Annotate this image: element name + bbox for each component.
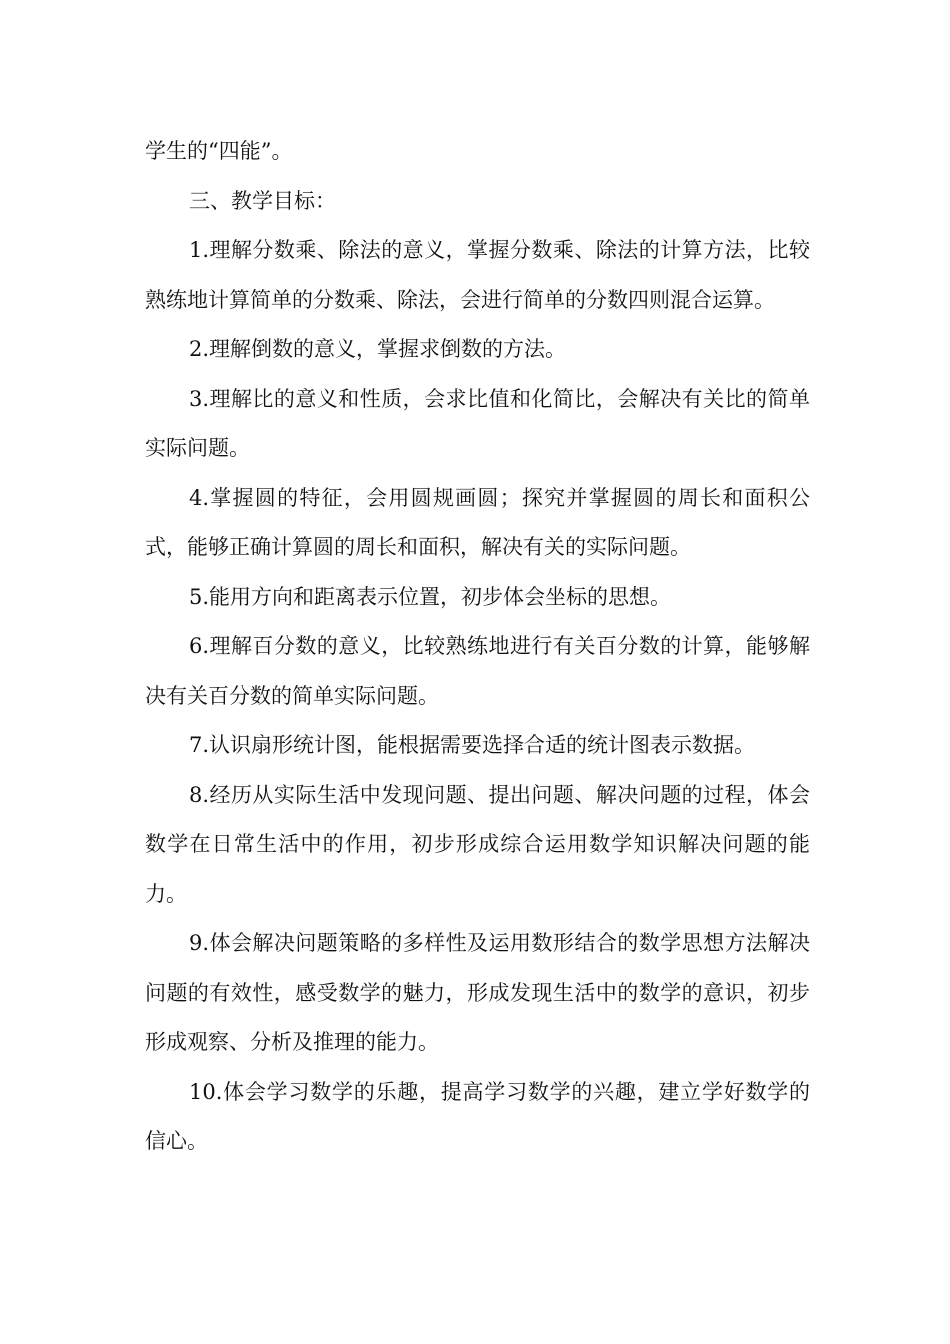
goal-item-3: 3.理解比的意义和性质，会求比值和化简比，会解决有关比的简单实际问题。 [145, 386, 810, 460]
document-body [145, 127, 810, 1167]
goal-item-6: 6.理解百分数的意义，比较熟练地进行有关百分数的计算，能够解决有关百分数的简单实际问题。 [145, 634, 810, 708]
goal-item-8: 8.经历从实际生活中发现问题、提出问题、解决问题的过程，体会数学在日常生活中的作用，初步形成综合运用数学知识解决问题的能力。 [145, 782, 810, 906]
goal-item-5: 5.能用方向和距离表示位置，初步体会坐标的思想。 [189, 584, 672, 609]
goal-item-10: 10.体会学习数学的乐趣，提高学习数学的兴趣，建立学好数学的信心。 [145, 1079, 810, 1153]
goal-item-2: 2.理解倒数的意义，掌握求倒数的方法。 [189, 337, 567, 361]
goal-item-9: 9.体会解决问题策略的多样性及运用数形结合的数学思想方法解决问题的有效性，感受数学的魅力，形成发现生活中的数学的意识，初步形成观察、分析及推理的能力。 [145, 931, 810, 1054]
goal-item-4: 4.掌握圆的特征，会用圆规画圆；探究并掌握圆的周长和面积公式，能够正确计算圆的周长和面积，解决有关的实际问题。 [145, 485, 810, 559]
section-heading-teaching-goals: 三、教学目标： [189, 188, 336, 213]
goal-item-7: 7.认识扇形统计图，能根据需要选择合适的统计图表示数据。 [189, 733, 756, 757]
goal-item-1: 1.理解分数乘、除法的意义，掌握分数乘、除法的计算方法，比较熟练地计算简单的分数乘、除法，会进行简单的分数四则混合运算。 [145, 238, 810, 312]
paragraph-continuation: 学生的“四能”。 [145, 139, 293, 163]
